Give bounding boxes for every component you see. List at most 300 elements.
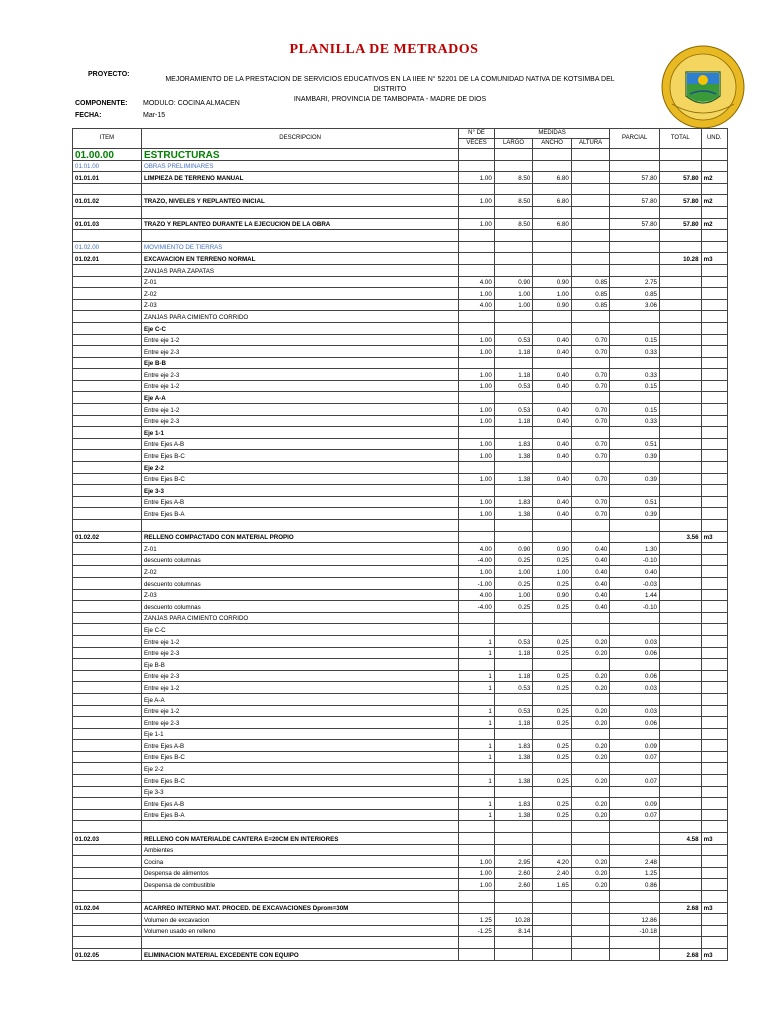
table-row [73, 751, 728, 763]
cell-total [660, 693, 702, 705]
table-row [73, 531, 728, 543]
cell-total [660, 879, 702, 891]
table-row [73, 937, 728, 949]
cell-total: 3.56 [660, 531, 702, 543]
cell-total [660, 206, 702, 218]
cell-und [701, 601, 727, 613]
cell-ancho: 1.65 [533, 879, 572, 891]
cell-ancho [533, 902, 572, 914]
cell-largo: 0.53 [494, 682, 533, 694]
cell-altura [571, 183, 610, 195]
cell-veces: 1.00 [459, 172, 494, 184]
cell-largo [494, 183, 533, 195]
cell-und [701, 404, 727, 416]
cell-desc: Entre Ejes A-B [141, 438, 458, 450]
cell-veces: 1.00 [459, 496, 494, 508]
cell-ancho: 0.40 [533, 369, 572, 381]
cell-item [73, 288, 142, 300]
page-title: PLANILLA DE METRADOS [289, 42, 479, 57]
cell-largo: 1.83 [494, 798, 533, 810]
cell-total [660, 867, 702, 879]
cell-largo [494, 462, 533, 474]
cell-item: 01.02.02 [73, 531, 142, 543]
cell-parcial: 1.30 [610, 543, 660, 555]
table-row [73, 230, 728, 242]
cell-desc: Eje 2-2 [141, 462, 458, 474]
cell-und [701, 821, 727, 833]
table-row [73, 299, 728, 311]
cell-parcial: 0.07 [610, 775, 660, 787]
cell-total [660, 276, 702, 288]
cell-altura [571, 693, 610, 705]
cell-veces [459, 786, 494, 798]
cell-und [701, 925, 727, 937]
cell-ancho [533, 693, 572, 705]
col-medidas: MEDIDAS [494, 129, 610, 139]
cell-total [660, 786, 702, 798]
cell-parcial [610, 728, 660, 740]
cell-ancho: 0.90 [533, 299, 572, 311]
cell-desc: Eje 1-1 [141, 728, 458, 740]
cell-largo: 0.53 [494, 705, 533, 717]
cell-largo [494, 821, 533, 833]
cell-altura [571, 531, 610, 543]
cell-ancho [533, 659, 572, 671]
cell-ancho: 0.25 [533, 577, 572, 589]
cell-parcial [610, 786, 660, 798]
col-ancho: ANCHO [533, 139, 572, 149]
cell-und [701, 879, 727, 891]
cell-item [73, 809, 142, 821]
cell-desc: Volumen de excavacion [141, 914, 458, 926]
cell-item: 01.01.02 [73, 195, 142, 207]
cell-desc [141, 230, 458, 242]
cell-total: 57.80 [660, 172, 702, 184]
cell-largo: 1.38 [494, 775, 533, 787]
table-row [73, 659, 728, 671]
cell-parcial: -10.18 [610, 925, 660, 937]
cell-ancho [533, 149, 572, 161]
cell-ancho: 6.80 [533, 172, 572, 184]
cell-altura [571, 902, 610, 914]
cell-parcial: 0.09 [610, 798, 660, 810]
cell-veces: 1.25 [459, 914, 494, 926]
cell-altura [571, 241, 610, 253]
cell-altura: 0.20 [571, 775, 610, 787]
table-row [73, 334, 728, 346]
cell-parcial: 3.06 [610, 299, 660, 311]
cell-ancho [533, 230, 572, 242]
cell-desc: Despensa de alimentos [141, 867, 458, 879]
cell-parcial [610, 659, 660, 671]
cell-veces [459, 230, 494, 242]
cell-item [73, 299, 142, 311]
cell-total [660, 763, 702, 775]
cell-desc [141, 891, 458, 903]
cell-largo: 1.38 [494, 508, 533, 520]
cell-altura [571, 149, 610, 161]
table-row [73, 520, 728, 532]
cell-veces [459, 833, 494, 845]
table-row [73, 798, 728, 810]
cell-altura: 0.20 [571, 879, 610, 891]
cell-veces: 1 [459, 635, 494, 647]
cell-veces: 1.00 [459, 856, 494, 868]
cell-total [660, 914, 702, 926]
cell-und [701, 427, 727, 439]
cell-total [660, 937, 702, 949]
cell-ancho: 0.40 [533, 415, 572, 427]
cell-veces: -1.25 [459, 925, 494, 937]
table-row [73, 612, 728, 624]
table-row [73, 183, 728, 195]
table-row [73, 427, 728, 439]
cell-ancho: 0.25 [533, 635, 572, 647]
cell-desc: TRAZO Y REPLANTEO DURANTE LA EJECUCION DE LA OBRA [141, 218, 458, 230]
cell-ancho: 0.40 [533, 438, 572, 450]
cell-ancho [533, 462, 572, 474]
cell-largo: 0.53 [494, 334, 533, 346]
cell-parcial: 1.44 [610, 589, 660, 601]
table-row [73, 693, 728, 705]
cell-largo [494, 264, 533, 276]
cell-altura [571, 427, 610, 439]
cell-und [701, 717, 727, 729]
cell-parcial: 0.15 [610, 404, 660, 416]
cell-item [73, 206, 142, 218]
cell-veces: 1.00 [459, 450, 494, 462]
cell-veces [459, 948, 494, 960]
cell-und [701, 763, 727, 775]
table-row [73, 670, 728, 682]
cell-veces: 1.00 [459, 473, 494, 485]
cell-parcial: 0.06 [610, 670, 660, 682]
cell-veces [459, 149, 494, 161]
cell-veces: 1 [459, 717, 494, 729]
cell-largo: 1.38 [494, 450, 533, 462]
cell-und [701, 241, 727, 253]
cell-altura [571, 485, 610, 497]
cell-altura [571, 925, 610, 937]
cell-largo [494, 230, 533, 242]
cell-altura [571, 195, 610, 207]
table-row [73, 635, 728, 647]
cell-und [701, 566, 727, 578]
cell-total [660, 404, 702, 416]
cell-und [701, 346, 727, 358]
cell-ancho: 0.40 [533, 334, 572, 346]
cell-parcial [610, 241, 660, 253]
cell-total [660, 427, 702, 439]
cell-veces [459, 763, 494, 775]
cell-desc: Entre Ejes B-C [141, 775, 458, 787]
cell-veces: 1.00 [459, 404, 494, 416]
fecha-value: Mar-15 [143, 112, 166, 119]
cell-ancho [533, 322, 572, 334]
cell-altura: 0.40 [571, 566, 610, 578]
cell-veces [459, 392, 494, 404]
cell-veces: 1 [459, 809, 494, 821]
cell-total [660, 496, 702, 508]
cell-total [660, 230, 702, 242]
cell-veces: -4.00 [459, 601, 494, 613]
cell-desc: Entre eje 2-3 [141, 717, 458, 729]
cell-ancho [533, 357, 572, 369]
cell-desc: Entre Ejes A-B [141, 798, 458, 810]
cell-altura: 0.20 [571, 798, 610, 810]
cell-und [701, 612, 727, 624]
cell-ancho: 0.90 [533, 276, 572, 288]
cell-und [701, 809, 727, 821]
col-parcial: PARCIAL [610, 129, 660, 149]
cell-veces [459, 902, 494, 914]
cell-veces: 1.00 [459, 334, 494, 346]
cell-item [73, 357, 142, 369]
cell-und [701, 543, 727, 555]
cell-largo: 1.18 [494, 647, 533, 659]
cell-altura: 0.85 [571, 299, 610, 311]
cell-ancho [533, 311, 572, 323]
cell-total: 2.68 [660, 948, 702, 960]
cell-ancho [533, 427, 572, 439]
cell-item [73, 914, 142, 926]
cell-desc: Eje C-C [141, 624, 458, 636]
cell-largo [494, 693, 533, 705]
cell-ancho [533, 206, 572, 218]
cell-total [660, 485, 702, 497]
table-row [73, 357, 728, 369]
cell-veces: 4.00 [459, 543, 494, 555]
cell-total [660, 380, 702, 392]
cell-veces: 4.00 [459, 589, 494, 601]
cell-ancho [533, 392, 572, 404]
table-row [73, 380, 728, 392]
table-row [73, 404, 728, 416]
cell-altura: 0.20 [571, 751, 610, 763]
cell-largo: 0.90 [494, 543, 533, 555]
cell-veces [459, 311, 494, 323]
cell-total [660, 311, 702, 323]
cell-veces [459, 624, 494, 636]
cell-veces: 1.00 [459, 369, 494, 381]
table-row [73, 682, 728, 694]
cell-parcial: 0.51 [610, 438, 660, 450]
cell-item [73, 230, 142, 242]
cell-altura [571, 786, 610, 798]
cell-desc: RELLENO COMPACTADO CON MATERIAL PROPIO [141, 531, 458, 543]
cell-desc: ZANJAS PARA ZAPATAS [141, 264, 458, 276]
cell-largo [494, 891, 533, 903]
cell-parcial [610, 902, 660, 914]
cell-total [660, 856, 702, 868]
cell-desc: Entre eje 1-2 [141, 705, 458, 717]
cell-largo: 0.25 [494, 601, 533, 613]
cell-largo: 2.60 [494, 879, 533, 891]
cell-altura [571, 937, 610, 949]
table-row [73, 775, 728, 787]
cell-parcial [610, 264, 660, 276]
cell-und: m3 [701, 253, 727, 265]
cell-total [660, 241, 702, 253]
cell-altura: 0.20 [571, 809, 610, 821]
cell-desc: Entre eje 2-3 [141, 670, 458, 682]
cell-parcial [610, 624, 660, 636]
table-row [73, 554, 728, 566]
cell-ancho [533, 914, 572, 926]
cell-largo [494, 948, 533, 960]
cell-total [660, 415, 702, 427]
cell-largo: 2.95 [494, 856, 533, 868]
cell-item [73, 485, 142, 497]
cell-total [660, 357, 702, 369]
cell-parcial [610, 322, 660, 334]
cell-ancho: 0.40 [533, 473, 572, 485]
cell-desc: Entre eje 1-2 [141, 334, 458, 346]
cell-und [701, 798, 727, 810]
cell-desc: Cocina [141, 856, 458, 868]
cell-parcial: 0.15 [610, 380, 660, 392]
cell-altura: 0.40 [571, 577, 610, 589]
cell-altura: 0.70 [571, 450, 610, 462]
cell-ancho: 0.25 [533, 705, 572, 717]
metrados-table [72, 128, 728, 961]
cell-item [73, 891, 142, 903]
proyecto-line-1: MEJORAMIENTO DE LA PRESTACION DE SERVICIOS EDUCATIVOS EN LA IIEE N° 52201 DE LA COMUNIDAD NATIVA DE KOTSIMBA DEL DISTRITO [165, 76, 615, 93]
cell-desc: Z-03 [141, 299, 458, 311]
cell-item [73, 438, 142, 450]
table-row [73, 705, 728, 717]
cell-desc: Eje A-A [141, 392, 458, 404]
cell-und: m3 [701, 948, 727, 960]
cell-item [73, 520, 142, 532]
cell-und [701, 311, 727, 323]
cell-item [73, 311, 142, 323]
cell-largo [494, 624, 533, 636]
cell-largo: 1.18 [494, 346, 533, 358]
cell-und [701, 937, 727, 949]
cell-und [701, 856, 727, 868]
cell-item [73, 937, 142, 949]
cell-item [73, 659, 142, 671]
cell-veces [459, 183, 494, 195]
cell-largo [494, 322, 533, 334]
cell-total [660, 508, 702, 520]
cell-ancho: 0.25 [533, 798, 572, 810]
cell-veces: -1.00 [459, 577, 494, 589]
table-row [73, 891, 728, 903]
cell-desc: Z-02 [141, 566, 458, 578]
cell-desc: Eje C-C [141, 322, 458, 334]
cell-item [73, 705, 142, 717]
cell-und [701, 264, 727, 276]
cell-desc: Entre Ejes A-B [141, 740, 458, 752]
cell-largo: 1.00 [494, 589, 533, 601]
cell-total [660, 844, 702, 856]
cell-ancho: 6.80 [533, 195, 572, 207]
cell-item [73, 543, 142, 555]
cell-item [73, 879, 142, 891]
cell-parcial: 0.39 [610, 473, 660, 485]
table-row [73, 740, 728, 752]
cell-parcial [610, 821, 660, 833]
cell-ancho: 0.25 [533, 601, 572, 613]
cell-veces [459, 520, 494, 532]
cell-total [660, 624, 702, 636]
cell-desc: Entre Ejes A-B [141, 496, 458, 508]
cell-largo: 1.38 [494, 751, 533, 763]
cell-ancho [533, 937, 572, 949]
cell-altura [571, 624, 610, 636]
cell-veces: 1 [459, 682, 494, 694]
cell-veces: 1.00 [459, 195, 494, 207]
cell-total [660, 473, 702, 485]
cell-largo [494, 427, 533, 439]
cell-parcial [610, 149, 660, 161]
cell-und [701, 659, 727, 671]
cell-und [701, 496, 727, 508]
cell-total [660, 334, 702, 346]
cell-desc: ELIMINACION MATERIAL EXCEDENTE CON EQUIPO [141, 948, 458, 960]
cell-veces [459, 206, 494, 218]
col-total: TOTAL [660, 129, 702, 149]
cell-altura: 0.70 [571, 404, 610, 416]
table-row [73, 786, 728, 798]
cell-desc: Eje 3-3 [141, 485, 458, 497]
cell-desc [141, 206, 458, 218]
cell-altura: 0.70 [571, 415, 610, 427]
cell-ancho [533, 786, 572, 798]
table-row [73, 867, 728, 879]
cell-item [73, 450, 142, 462]
table-row [73, 601, 728, 613]
cell-largo: 1.00 [494, 299, 533, 311]
cell-veces: 1 [459, 775, 494, 787]
cell-total [660, 751, 702, 763]
table-row [73, 473, 728, 485]
cell-altura [571, 322, 610, 334]
cell-altura [571, 172, 610, 184]
cell-total [660, 577, 702, 589]
cell-item [73, 322, 142, 334]
cell-total [660, 462, 702, 474]
cell-ancho [533, 612, 572, 624]
cell-und [701, 891, 727, 903]
cell-largo: 0.53 [494, 380, 533, 392]
table-row [73, 647, 728, 659]
cell-largo: 1.00 [494, 288, 533, 300]
cell-parcial: 0.33 [610, 346, 660, 358]
cell-altura: 0.70 [571, 369, 610, 381]
cell-und [701, 705, 727, 717]
cell-ancho: 2.40 [533, 867, 572, 879]
cell-total: 57.80 [660, 195, 702, 207]
cell-ancho [533, 241, 572, 253]
cell-altura [571, 821, 610, 833]
col-largo: LARGO [494, 139, 533, 149]
cell-desc: Eje 2-2 [141, 763, 458, 775]
cell-parcial: 0.15 [610, 334, 660, 346]
cell-parcial: -0.03 [610, 577, 660, 589]
cell-largo: 0.90 [494, 276, 533, 288]
cell-parcial [610, 357, 660, 369]
cell-total [660, 566, 702, 578]
cell-parcial [610, 230, 660, 242]
cell-item: 01.02.03 [73, 833, 142, 845]
cell-desc: Entre eje 1-2 [141, 404, 458, 416]
table-row [73, 624, 728, 636]
cell-und [701, 450, 727, 462]
cell-altura [571, 253, 610, 265]
